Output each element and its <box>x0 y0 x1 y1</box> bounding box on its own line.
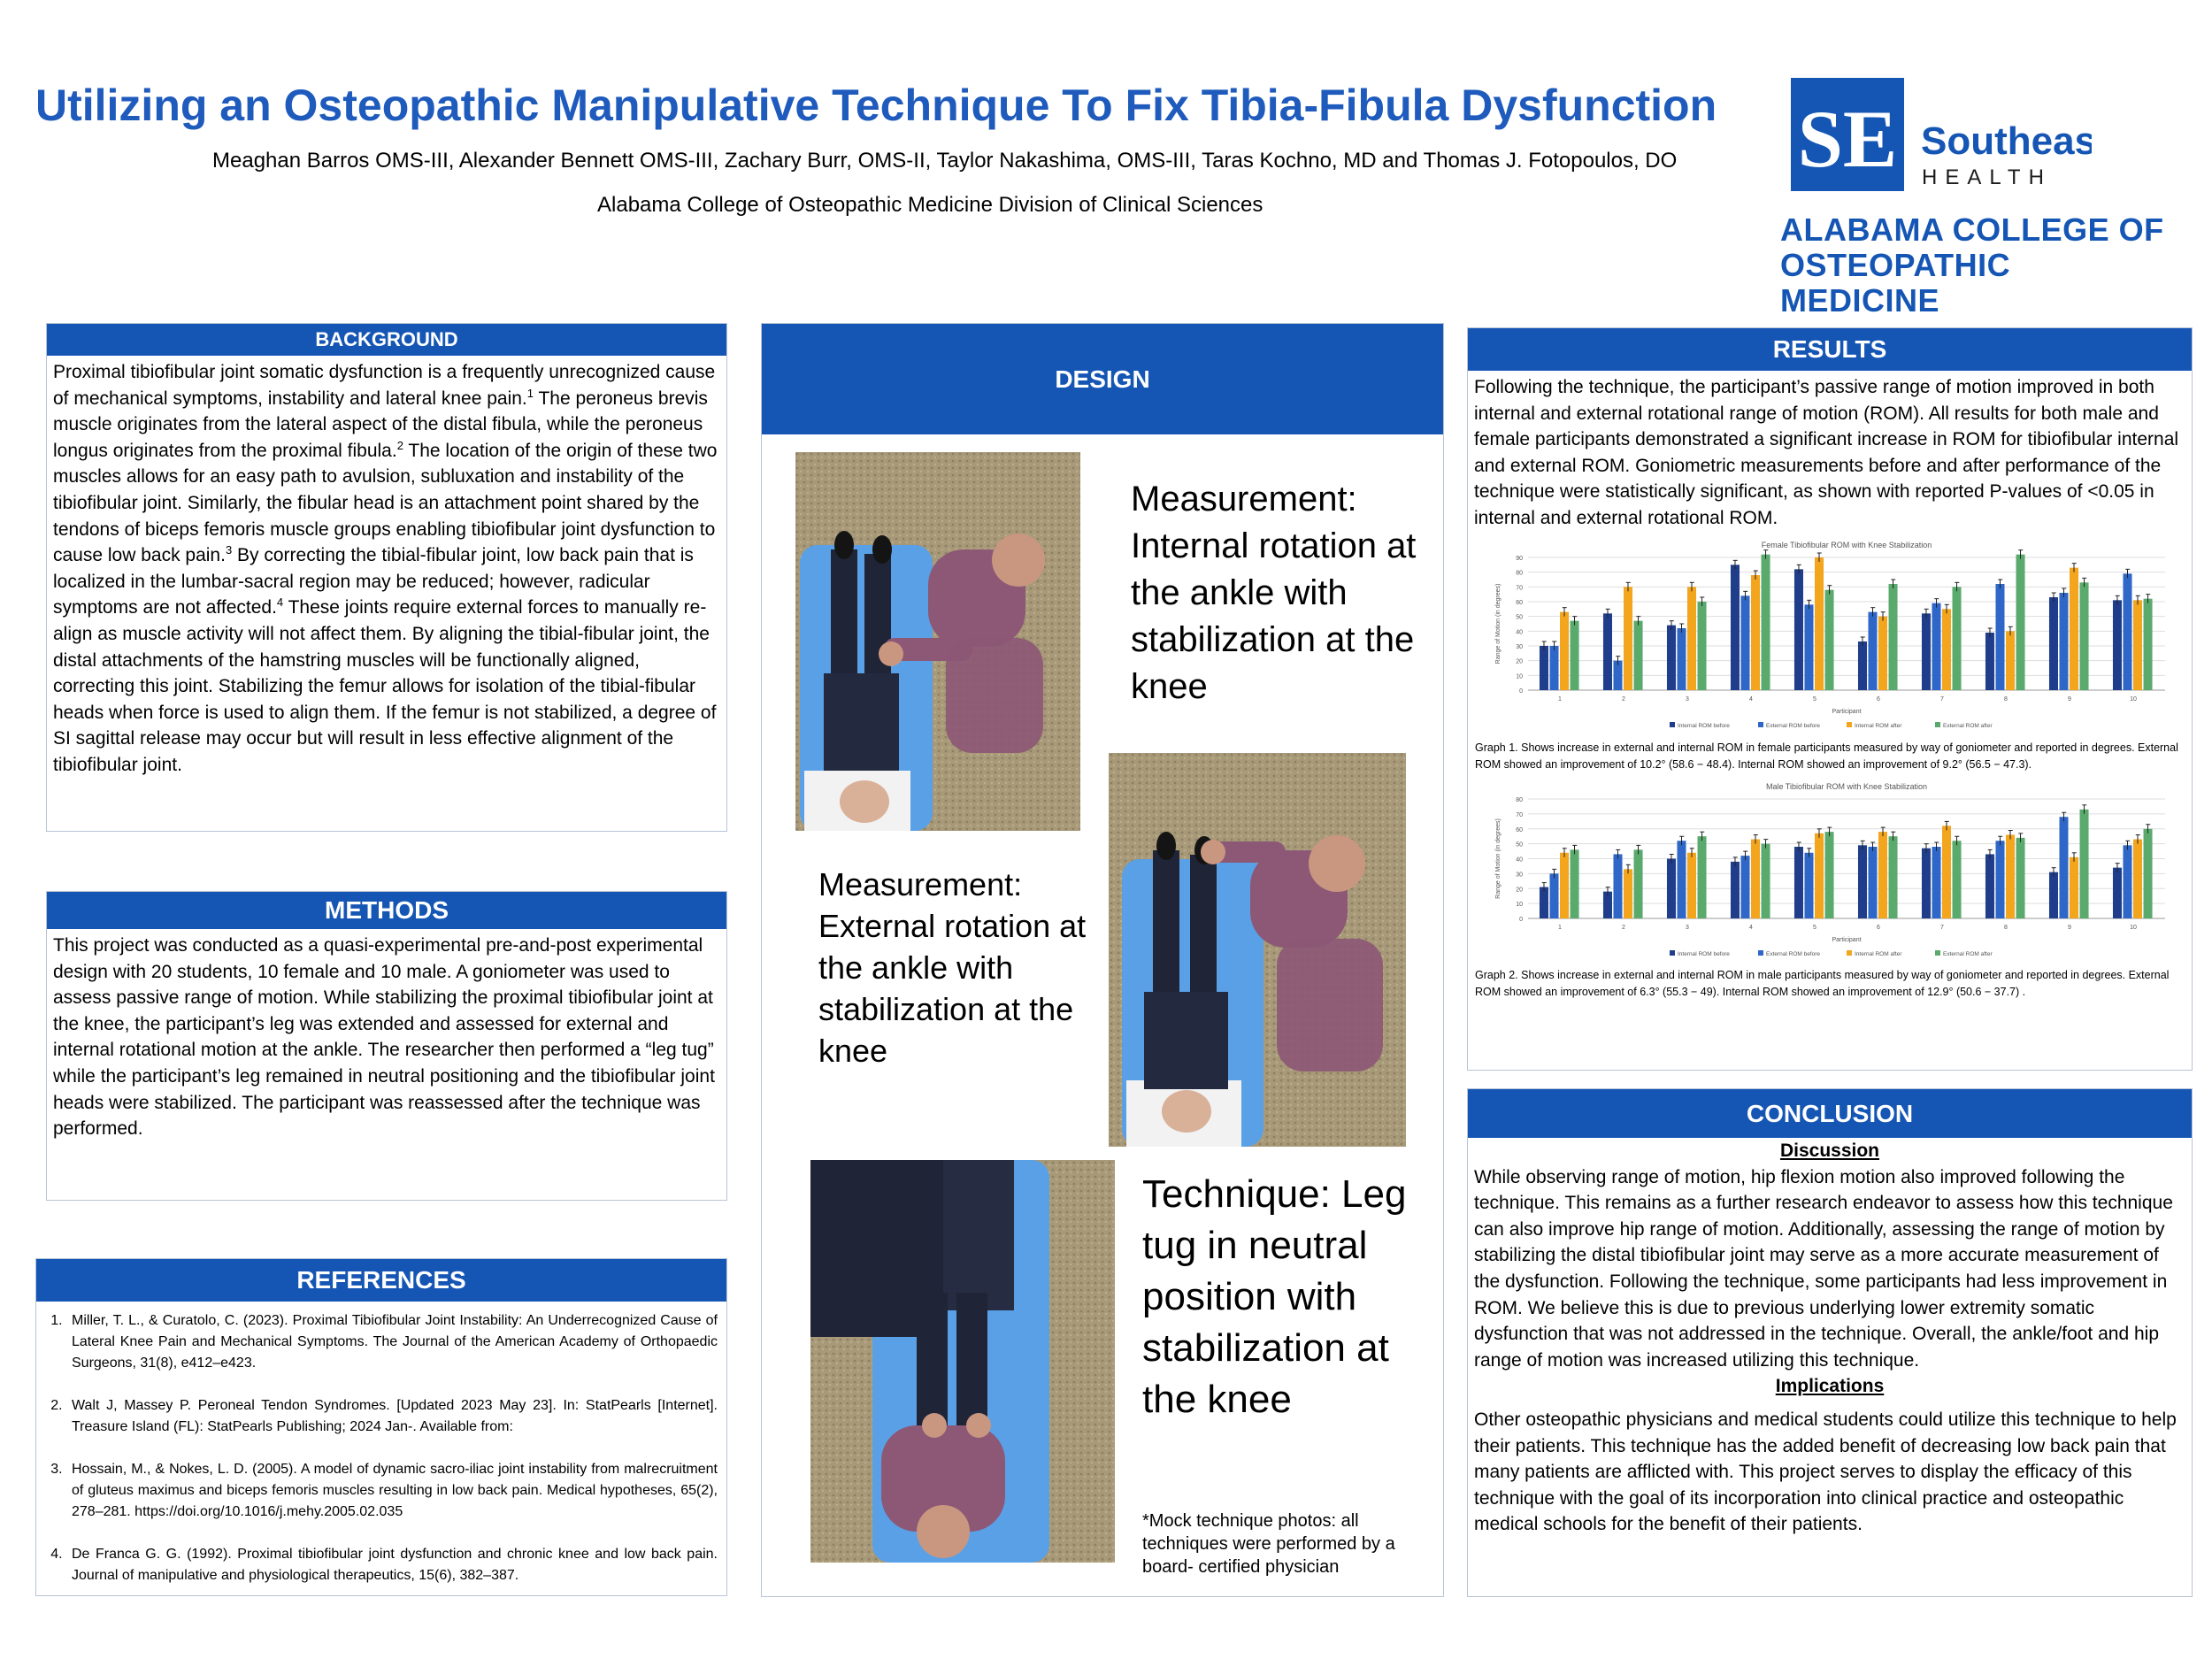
y-tick-label: 80 <box>1516 797 1523 803</box>
reference-item: 3. Hossain, M., & Nokes, L. D. (2005). A model of dynamic sacro-iliac joint instability from malrecruitment of gluteus maximus and biceps femoris muscles resulting in low back pain. Medical hypotheses, 65(2), 278–281. https://doi.org/10.1016/j.mehy.2005.02.035 <box>66 1459 718 1523</box>
chart-title: Female Tibiofibular ROM with Knee Stabilization <box>1761 541 1932 549</box>
bar <box>1985 633 1994 690</box>
bar <box>2113 868 2122 918</box>
bar <box>1603 613 1612 690</box>
legend-label: Internal ROM before <box>1678 723 1730 729</box>
y-tick-label: 40 <box>1516 856 1523 864</box>
southeast-health-logo <box>1791 78 2092 191</box>
bar <box>2016 555 2025 690</box>
bar <box>1698 836 1707 918</box>
bar <box>1613 661 1622 690</box>
bar <box>2016 838 2025 918</box>
x-axis-label: Participant <box>1832 709 1862 715</box>
implications-heading: Implications <box>1775 1376 1885 1397</box>
y-tick-label: 80 <box>1516 570 1523 577</box>
x-tick-label: 4 <box>1749 925 1753 931</box>
bar <box>1953 841 1962 918</box>
bar <box>2006 835 2015 919</box>
design-measurement-internal-text: Measurement: Internal rotation at the ankle with stabilization at the knee <box>1131 480 1417 706</box>
svg-text:SE: SE <box>1797 94 1898 184</box>
bar <box>1571 621 1579 690</box>
methods-panel <box>46 891 727 1201</box>
graph2-caption: Graph 2. Shows increase in external and internal ROM in male participants measured by way of goniometer and reported in degrees. External ROM showed an improvement of 6.3° (55.3 − 49). Internal ROM showed an improvement of 12.9° (50.6 − 37.7) . <box>1475 969 2170 998</box>
discussion-text: While observing range of motion, hip flexion motion also improved following the technique. This remains as a further research endeavor to assess how this technique can also improve hip range of motion. Additionally, assessing the range of motion by stabilizing the distal tibiofibular joint may serve as a more accurate measurement of the dysfunction. Following the technique, some participants had less improvement in ROM. We believe this is due to previous underlying lower extremity somatic dysfunction that was not addressed in the technique. Overall, the ankle/foot and hip range of motion was increased utilizing this technique. <box>1474 1166 2173 1371</box>
bar <box>2049 597 2058 690</box>
references-panel <box>35 1258 727 1596</box>
bar <box>1762 844 1770 918</box>
legend-label: External ROM after <box>1943 951 1993 957</box>
affiliation: Alabama College of Osteopathic Medicine Division of Clinical Sciences <box>597 193 1263 217</box>
bar <box>2123 845 2131 918</box>
legend-swatch <box>1935 722 1940 727</box>
bar <box>2070 857 2078 918</box>
bar <box>1634 621 1643 690</box>
bar <box>1922 613 1931 690</box>
design-measurement-external-text: Measurement: External rotation at the ankle with stabilization at the knee <box>818 866 1087 1069</box>
bar <box>1762 555 1770 690</box>
bar <box>2144 599 2153 690</box>
x-tick-label: 5 <box>1813 925 1816 931</box>
x-tick-label: 2 <box>1622 925 1625 931</box>
x-tick-label: 9 <box>2068 925 2071 931</box>
y-tick-label: 70 <box>1516 585 1523 592</box>
references-heading: REFERENCES <box>36 1259 726 1302</box>
bar <box>1634 849 1643 918</box>
bar <box>1932 847 1940 918</box>
y-tick-label: 0 <box>1519 917 1523 923</box>
bar <box>1731 862 1740 918</box>
x-tick-label: 7 <box>1940 696 1944 703</box>
x-tick-label: 2 <box>1622 696 1625 703</box>
bar <box>1889 836 1898 918</box>
y-tick-label: 20 <box>1516 887 1523 894</box>
x-tick-label: 10 <box>2130 696 2137 703</box>
bar <box>1868 847 1877 918</box>
bar <box>2144 829 2153 918</box>
bar <box>1667 859 1676 919</box>
y-tick-label: 10 <box>1516 673 1523 680</box>
bar <box>1922 849 1931 918</box>
x-tick-label: 6 <box>1877 696 1880 703</box>
y-tick-label: 10 <box>1516 902 1523 909</box>
results-heading: RESULTS <box>1468 328 2192 371</box>
x-tick-label: 3 <box>1686 696 1689 703</box>
bar <box>1549 873 1558 918</box>
bar <box>2133 600 2142 690</box>
female-rom-chart <box>1475 536 2183 740</box>
bar <box>1560 612 1569 690</box>
reference-item: 4. De Franca G. G. (1992). Proximal tibiofibular joint dysfunction and chronic knee and low back pain. Journal of manipulative and physiological therapeutics, 15(6), 382–387. <box>66 1544 718 1586</box>
bar <box>1540 887 1548 918</box>
bar <box>1942 826 1951 918</box>
bar <box>1858 641 1867 690</box>
results-panel <box>1467 327 2193 1071</box>
bar <box>1560 853 1569 918</box>
conclusion-heading: CONCLUSION <box>1468 1089 2192 1138</box>
logo-southeast-word: Southeast <box>1921 119 2092 163</box>
x-tick-label: 9 <box>2068 696 2071 703</box>
acom-logo <box>1780 212 2170 319</box>
x-tick-label: 3 <box>1686 925 1689 931</box>
bar <box>1815 833 1824 918</box>
reference-item: 2. Walt J, Massey P. Peroneal Tendon Syndromes. [Updated 2023 May 23]. In: StatPearls [Internet]. Treasure Island (FL): StatPearls Publishing; 2024 Jan-. Available from: <box>66 1395 718 1438</box>
x-tick-label: 1 <box>1558 925 1562 931</box>
bar <box>1858 845 1867 918</box>
y-tick-label: 30 <box>1516 644 1523 650</box>
bar <box>1740 595 1749 690</box>
methods-text: This project was conducted as a quasi-experimental pre-and-post experimental design with 20 students, 10 female and 10 male. A goniometer was used to assess passive range of motion. While stabilizing the proximal tibiofibular joint at the knee, the participant’s leg was extended and assessed for external and internal rotational motion at the ankle. The researcher then performed a “leg tug” while the participant’s leg remained in neutral positioning and the tibiofibular joint heads were stabilized. The participant was reassessed after the technique was performed. <box>53 935 715 1140</box>
bar <box>1624 587 1632 690</box>
bar <box>1751 575 1760 690</box>
bar <box>1878 832 1887 918</box>
bar <box>1667 626 1676 690</box>
bar <box>1985 854 1994 918</box>
bar <box>1677 628 1686 690</box>
x-tick-label: 4 <box>1749 696 1753 703</box>
bar <box>1740 856 1749 918</box>
legend-swatch <box>1935 950 1940 956</box>
y-tick-label: 60 <box>1516 826 1523 833</box>
x-tick-label: 7 <box>1940 925 1944 931</box>
legend-label: Internal ROM after <box>1855 723 1902 729</box>
authors: Meaghan Barros OMS-III, Alexander Bennett OMS-III, Zachary Burr, OMS-II, Taylor Nakashima, OMS-III, Taras Kochno, MD and Thomas J. Fotopoulos, DO <box>212 149 1678 173</box>
bar <box>1804 853 1813 918</box>
legend-swatch <box>1670 950 1675 956</box>
background-heading: BACKGROUND <box>47 324 726 356</box>
y-tick-label: 90 <box>1516 556 1523 562</box>
x-tick-label: 1 <box>1558 696 1562 703</box>
references-list <box>36 1302 726 1586</box>
bar <box>1698 602 1707 690</box>
bar <box>1825 832 1834 918</box>
bar <box>1815 557 1824 690</box>
bar <box>1942 609 1951 690</box>
y-tick-label: 50 <box>1516 614 1523 621</box>
bar <box>2059 817 2068 918</box>
bar <box>1687 853 1696 918</box>
y-tick-label: 60 <box>1516 600 1523 606</box>
bar <box>1613 854 1622 918</box>
legend-swatch <box>1758 950 1763 956</box>
bar <box>1953 587 1962 690</box>
y-tick-label: 50 <box>1516 841 1523 849</box>
bar <box>1995 841 2004 918</box>
background-panel <box>46 323 727 832</box>
legend-label: Internal ROM after <box>1855 951 1902 957</box>
x-tick-label: 8 <box>2004 925 2008 931</box>
photo-external-rotation <box>1109 753 1406 1147</box>
discussion-heading: Discussion <box>1779 1141 1880 1161</box>
y-tick-label: 30 <box>1516 872 1523 879</box>
male-rom-chart <box>1475 778 2183 968</box>
poster-title: Utilizing an Osteopathic Manipulative Technique To Fix Tibia-Fibula Dysfunction <box>35 81 1717 130</box>
y-tick-label: 20 <box>1516 658 1523 665</box>
bar <box>1571 849 1579 918</box>
y-tick-label: 40 <box>1516 629 1523 636</box>
y-axis-label: Range of Motion (in degrees) <box>1495 818 1502 899</box>
x-tick-label: 10 <box>2130 925 2137 931</box>
y-tick-label: 0 <box>1519 688 1523 695</box>
acom-logo-line2: OSTEOPATHIC MEDICINE <box>1780 247 2011 319</box>
y-axis-label: Range of Motion (in degrees) <box>1495 583 1502 664</box>
results-text: Following the technique, the participant’s passive range of motion improved in both internal and external rotational range of motion (ROM). All results for both male and female participants demonstrated a significant increase in ROM for tibiofibular internal and external ROM. Goniometric measurements before and after performance of the technique were statistically significant, as shown with reported P-values of <0.05 in internal and external rotational ROM. <box>1474 377 2179 528</box>
x-tick-label: 8 <box>2004 696 2008 703</box>
bar <box>2006 631 2015 690</box>
bar <box>1889 584 1898 690</box>
legend-swatch <box>1670 722 1675 727</box>
legend-swatch <box>1847 950 1852 956</box>
photo-internal-rotation <box>795 452 1080 831</box>
legend-label: External ROM before <box>1766 951 1821 957</box>
design-heading: DESIGN <box>762 324 1443 434</box>
bar <box>1687 587 1696 690</box>
bar <box>2123 573 2131 690</box>
photo-leg-tug-technique <box>810 1160 1115 1563</box>
bar <box>1804 604 1813 690</box>
bar <box>2080 582 2089 690</box>
bar <box>2059 593 2068 690</box>
bar <box>1995 584 2004 690</box>
bar <box>1794 847 1803 918</box>
legend-label: External ROM after <box>1943 723 1993 729</box>
bar <box>2049 872 2058 918</box>
design-photo-note: *Mock technique photos: all techniques were performed by a board- certified physician <box>1142 1511 1395 1577</box>
bar <box>2113 600 2122 690</box>
design-panel <box>761 323 1444 1597</box>
design-technique-text: Technique: Leg tug in neutral position with stabilization at the knee <box>1142 1172 1407 1421</box>
bar <box>2080 810 2089 918</box>
methods-heading: METHODS <box>47 892 726 929</box>
bar <box>1677 841 1686 918</box>
x-tick-label: 5 <box>1813 696 1816 703</box>
bar <box>1549 646 1558 690</box>
bar <box>1825 590 1834 690</box>
bar <box>1540 646 1548 690</box>
bar <box>1878 617 1887 690</box>
bar <box>1731 565 1740 690</box>
legend-swatch <box>1847 722 1852 727</box>
bar <box>1932 603 1940 690</box>
implications-text: Other osteopathic physicians and medical students could utilize this technique to help their patients. This technique has the added benefit of decreasing low back pain that many patients are afflicted with. This project serves to display the efficacy of this technique with the goal of its incorporation into clinical practice and osteopathic medical schools for the benefit of their patients. <box>1474 1409 2177 1535</box>
acom-logo-line1: ALABAMA COLLEGE OF <box>1780 211 2164 248</box>
legend-swatch <box>1758 722 1763 727</box>
y-tick-label: 70 <box>1516 811 1523 818</box>
legend-label: Internal ROM before <box>1678 951 1730 957</box>
conclusion-panel <box>1467 1088 2193 1597</box>
bar <box>1794 569 1803 690</box>
bar <box>2133 840 2142 918</box>
legend-label: External ROM before <box>1766 723 1821 729</box>
background-text: Proximal tibiofibular joint somatic dysfunction is a frequently unrecognized cause of mechanical symptoms, instability and lateral knee pain.$^1$ The peroneus brevis muscle originates from the lateral aspect of the distal fibula, while the peroneus longus originates from the proximal fibula.$^2$ The location of the origin of these two muscles allows for an easy path to avulsion, subluxation and instability of the tibiofibular joint. Similarly, the fibular head is an attachment point shared by the tendons of biceps femoris muscle groups enabling tibiofibular joint dysfunction to cause low back pain.$^3$ By correcting the tibial-fibular joint, low back pain that is localized in the lumbar-sacral region may be reduced; however, radicular symptoms are not affected.$^4$ These joints require external forces to manually re-align as muscle activity will not affect them. By aligning the tibial-fibular joint, the distal attachments of the hamstring muscles will be functionally aligned, correcting this joint. Stabilizing the femur allows for isolation of the tibial-fibular heads when force is used to align them. If the femur is not stabilized, a degree of SI sagittal release may occur but will result in less effective alignment of the tibiofibular joint. <box>53 362 718 775</box>
bar <box>1751 840 1760 918</box>
logo-health-word: HEALTH <box>1922 165 2052 189</box>
bar <box>2070 568 2078 690</box>
x-axis-label: Participant <box>1832 937 1862 943</box>
x-tick-label: 6 <box>1877 925 1880 931</box>
chart-title: Male Tibiofibular ROM with Knee Stabilization <box>1765 782 1928 791</box>
bar <box>1868 612 1877 690</box>
reference-item: 1. Miller, T. L., & Curatolo, C. (2023). Proximal Tibiofibular Joint Instability: An Underrecognized Cause of Lateral Knee Pain and Mechanical Symptoms. The Journal of the American Academy of Orthopaedic Surgeons, 31(8), e412–e423. <box>66 1310 718 1374</box>
graph1-caption: Graph 1. Shows increase in external and internal ROM in female participants measured by way of goniometer and reported in degrees. External ROM showed an improvement of 10.2° (58.6 − 48.4). Internal ROM showed an improvement of 9.2° (56.5 − 47.3). <box>1475 741 2178 771</box>
bar <box>1624 869 1632 918</box>
